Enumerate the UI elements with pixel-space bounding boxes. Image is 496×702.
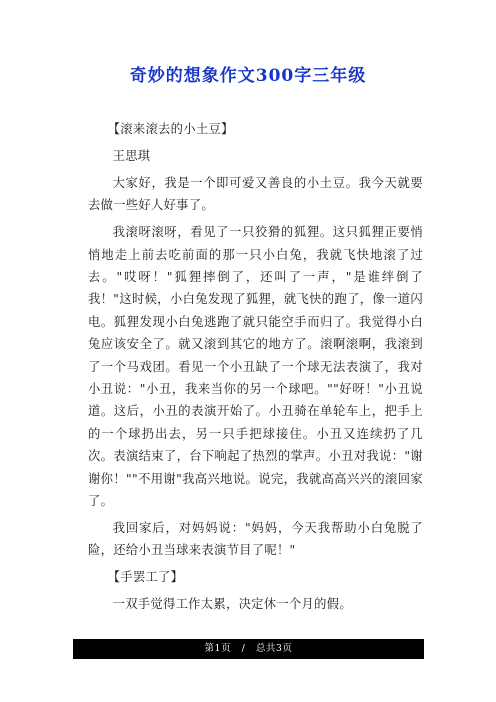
body-paragraph: 我滚呀滚呀，看见了一只狡猾的狐狸。这只狐狸正要悄悄地走上前去吃前面的那一只小白兔，我就飞快地滚了过去。"哎呀！"狐狸摔倒了，还叫了一声，"是谁绊倒了我！"这时候，小白兔发现了狐狸，就飞快的跑了，像一道闪电。狐狸发现小白兔逃跑了就只能空手而归了。我觉得小白兔应该安全了。就又滚到其它的地方了。滚啊滚啊，我滚到了一个马戏团。看见一个小丑缺了一个球无法表演了，我对小丑说："小丑，我来当你的另一个球吧。""好呀！"小丑说道。这后，小丑的表演开始了。小丑骑在单轮车上，把手上的一个球扔出去，另一只手把球接住。小丑又连续扔了几次。表演结束了，台下响起了热烈的掌声。小丑对我说："谢谢你！""不用谢"我高兴地说。说完，我就高高兴兴的滚回家了。 [88, 225, 423, 508]
page-title: 奇妙的想象作文300字三年级 [129, 66, 367, 86]
author-name: 王思琪 [112, 148, 151, 163]
current-page-label: 第1页 [204, 643, 232, 654]
body-paragraph: 我回家后，对妈妈说："妈妈，今天我帮助小白兔脱了险，还给小丑当球来表演节目了呢！" [88, 520, 423, 558]
document-body [88, 118, 423, 620]
page-separator: / [241, 643, 246, 654]
total-pages-label: 总共3页 [255, 643, 293, 654]
body-paragraph: 大家好，我是一个即可爱又善良的小土豆。我今天就要去做一些好人好事了。 [88, 175, 423, 213]
body-paragraph: 一双手觉得工作太累，决定休一个月的假。 [112, 597, 352, 612]
section-heading: 【滚来滚去的小土豆】 [107, 122, 234, 136]
section-heading: 【手罢工了】 [107, 570, 184, 585]
page-footer [73, 639, 424, 659]
